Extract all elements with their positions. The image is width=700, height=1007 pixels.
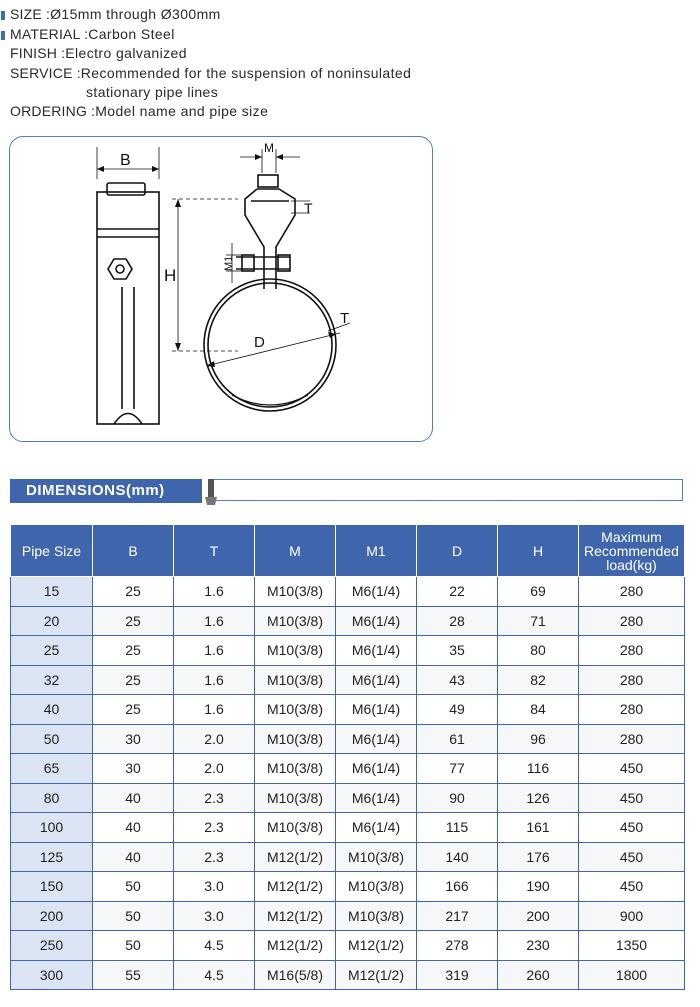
cell-h: 116 bbox=[498, 754, 579, 784]
label-d: D bbox=[254, 334, 265, 351]
spec-finish-label: FINISH : bbox=[10, 45, 66, 61]
table-row bbox=[11, 665, 685, 695]
cell-m1: M10(3/8) bbox=[336, 872, 417, 902]
cell-max-load: 280 bbox=[579, 577, 685, 607]
cell-max-load: 450 bbox=[579, 842, 685, 872]
table-row bbox=[11, 636, 685, 666]
spec-service-continued: stationary pipe lines bbox=[86, 84, 219, 100]
bullet-icon bbox=[1, 31, 5, 40]
spec-material bbox=[0, 26, 700, 46]
label-t-ring: T bbox=[340, 310, 350, 327]
cell-m: M10(3/8) bbox=[255, 783, 336, 813]
cell-b: 25 bbox=[93, 665, 174, 695]
cell-pipe-size: 20 bbox=[11, 606, 93, 636]
cell-h: 80 bbox=[498, 636, 579, 666]
cell-m1: M6(1/4) bbox=[336, 783, 417, 813]
label-b: B bbox=[120, 152, 131, 169]
cell-d: 217 bbox=[417, 901, 498, 931]
cell-pipe-size: 80 bbox=[11, 783, 93, 813]
cell-b: 25 bbox=[93, 577, 174, 607]
cell-max-load: 1350 bbox=[579, 931, 685, 961]
cell-t: 1.6 bbox=[174, 577, 255, 607]
cell-h: 200 bbox=[498, 901, 579, 931]
cell-h: 161 bbox=[498, 813, 579, 843]
spec-service bbox=[0, 65, 700, 85]
dimensions-banner bbox=[10, 479, 683, 503]
cell-t: 1.6 bbox=[174, 665, 255, 695]
cell-m: M10(3/8) bbox=[255, 606, 336, 636]
table-row bbox=[11, 783, 685, 813]
cell-b: 50 bbox=[93, 901, 174, 931]
header-t: T bbox=[174, 525, 255, 577]
cell-m: M10(3/8) bbox=[255, 577, 336, 607]
label-t-top: T bbox=[304, 200, 313, 216]
cell-t: 3.0 bbox=[174, 872, 255, 902]
cell-b: 25 bbox=[93, 636, 174, 666]
cell-b: 25 bbox=[93, 606, 174, 636]
cell-b: 55 bbox=[93, 960, 174, 990]
cell-h: 82 bbox=[498, 665, 579, 695]
pipe-hanger-drawing bbox=[9, 136, 433, 442]
cell-t: 2.3 bbox=[174, 783, 255, 813]
cell-m: M10(3/8) bbox=[255, 724, 336, 754]
cell-b: 40 bbox=[93, 813, 174, 843]
cell-m1: M12(1/2) bbox=[336, 931, 417, 961]
cell-m: M12(1/2) bbox=[255, 901, 336, 931]
front-view-nut bbox=[258, 175, 278, 187]
cell-d: 49 bbox=[417, 695, 498, 725]
side-view-nut bbox=[107, 183, 145, 195]
table-row bbox=[11, 842, 685, 872]
cell-d: 22 bbox=[417, 577, 498, 607]
cell-t: 1.6 bbox=[174, 636, 255, 666]
cell-m: M10(3/8) bbox=[255, 813, 336, 843]
cell-pipe-size: 100 bbox=[11, 813, 93, 843]
spec-finish-value: Electro galvanized bbox=[65, 45, 187, 61]
cell-d: 35 bbox=[417, 636, 498, 666]
table-body bbox=[11, 577, 685, 990]
cell-pipe-size: 300 bbox=[11, 960, 93, 990]
cell-max-load: 450 bbox=[579, 783, 685, 813]
cell-pipe-size: 25 bbox=[11, 636, 93, 666]
header-max-load: Maximum Recommended load(kg) bbox=[579, 525, 685, 577]
spec-ordering-value: Model name and pipe size bbox=[95, 103, 269, 119]
cell-pipe-size: 50 bbox=[11, 724, 93, 754]
cell-t: 1.6 bbox=[174, 695, 255, 725]
cell-max-load: 280 bbox=[579, 724, 685, 754]
cell-m1: M6(1/4) bbox=[336, 724, 417, 754]
table-row bbox=[11, 724, 685, 754]
cell-max-load: 450 bbox=[579, 754, 685, 784]
cell-max-load: 280 bbox=[579, 606, 685, 636]
spec-size bbox=[0, 6, 700, 26]
spec-size-value: Ø15mm through Ø300mm bbox=[50, 6, 221, 22]
cell-b: 30 bbox=[93, 724, 174, 754]
table-row bbox=[11, 813, 685, 843]
side-bolt-icon bbox=[108, 259, 132, 279]
cell-m1: M6(1/4) bbox=[336, 636, 417, 666]
cell-m1: M12(1/2) bbox=[336, 960, 417, 990]
cell-max-load: 280 bbox=[579, 636, 685, 666]
cell-d: 319 bbox=[417, 960, 498, 990]
cell-m1: M6(1/4) bbox=[336, 813, 417, 843]
cell-m: M10(3/8) bbox=[255, 695, 336, 725]
cell-t: 1.6 bbox=[174, 606, 255, 636]
cell-d: 77 bbox=[417, 754, 498, 784]
cell-h: 71 bbox=[498, 606, 579, 636]
cell-pipe-size: 32 bbox=[11, 665, 93, 695]
hanger-hook-icon bbox=[204, 479, 218, 509]
cell-b: 50 bbox=[93, 872, 174, 902]
side-view-body bbox=[97, 192, 159, 424]
cell-max-load: 450 bbox=[579, 872, 685, 902]
header-h: H bbox=[498, 525, 579, 577]
cell-m1: M10(3/8) bbox=[336, 901, 417, 931]
cell-h: 176 bbox=[498, 842, 579, 872]
table-row bbox=[11, 695, 685, 725]
cell-m: M10(3/8) bbox=[255, 754, 336, 784]
cell-b: 25 bbox=[93, 695, 174, 725]
dimensions-table bbox=[10, 524, 685, 990]
spec-material-value: Carbon Steel bbox=[88, 25, 175, 42]
cell-max-load: 900 bbox=[579, 901, 685, 931]
cell-m: M12(1/2) bbox=[255, 842, 336, 872]
cell-pipe-size: 200 bbox=[11, 901, 93, 931]
cell-h: 84 bbox=[498, 695, 579, 725]
cell-d: 166 bbox=[417, 872, 498, 902]
header-m: M bbox=[255, 525, 336, 577]
header-b: B bbox=[93, 525, 174, 577]
spec-finish bbox=[0, 45, 700, 65]
cell-m: M12(1/2) bbox=[255, 872, 336, 902]
header-pipe-size: Pipe Size bbox=[11, 525, 93, 577]
cell-pipe-size: 15 bbox=[11, 577, 93, 607]
table-row bbox=[11, 754, 685, 784]
cell-d: 61 bbox=[417, 724, 498, 754]
cell-m: M16(5/8) bbox=[255, 960, 336, 990]
cell-t: 2.3 bbox=[174, 813, 255, 843]
cell-m1: M10(3/8) bbox=[336, 842, 417, 872]
cell-max-load: 280 bbox=[579, 695, 685, 725]
cell-d: 140 bbox=[417, 842, 498, 872]
cell-t: 2.3 bbox=[174, 842, 255, 872]
cell-h: 69 bbox=[498, 577, 579, 607]
cell-m1: M6(1/4) bbox=[336, 754, 417, 784]
cell-d: 28 bbox=[417, 606, 498, 636]
spec-size-label: SIZE : bbox=[10, 6, 51, 22]
cell-t: 4.5 bbox=[174, 960, 255, 990]
cell-h: 96 bbox=[498, 724, 579, 754]
header-m1: M1 bbox=[336, 525, 417, 577]
cell-d: 115 bbox=[417, 813, 498, 843]
cell-pipe-size: 125 bbox=[11, 842, 93, 872]
label-m1: M1 bbox=[223, 255, 235, 271]
cell-pipe-size: 40 bbox=[11, 695, 93, 725]
cell-t: 4.5 bbox=[174, 931, 255, 961]
pipe-ring bbox=[204, 279, 336, 411]
cell-h: 230 bbox=[498, 931, 579, 961]
cell-t: 2.0 bbox=[174, 724, 255, 754]
spec-service-value: Recommended for the suspension of noninsulated bbox=[80, 64, 412, 81]
table-row bbox=[11, 606, 685, 636]
cell-b: 30 bbox=[93, 754, 174, 784]
table-row bbox=[11, 931, 685, 961]
cell-max-load: 280 bbox=[579, 665, 685, 695]
spec-ordering bbox=[0, 103, 700, 123]
cell-b: 50 bbox=[93, 931, 174, 961]
bullet-icon bbox=[1, 11, 5, 20]
banner-divider bbox=[210, 479, 683, 501]
dimensions-title: DIMENSIONS(mm) bbox=[10, 479, 202, 503]
label-h: H bbox=[164, 266, 177, 285]
cell-pipe-size: 250 bbox=[11, 931, 93, 961]
cell-h: 126 bbox=[498, 783, 579, 813]
spec-ordering-label: ORDERING : bbox=[10, 103, 96, 119]
cell-m1: M6(1/4) bbox=[336, 665, 417, 695]
table-header-row bbox=[11, 525, 685, 577]
table-row bbox=[11, 901, 685, 931]
cell-max-load: 1800 bbox=[579, 960, 685, 990]
cell-h: 260 bbox=[498, 960, 579, 990]
cell-b: 40 bbox=[93, 783, 174, 813]
cell-pipe-size: 150 bbox=[11, 872, 93, 902]
table-row bbox=[11, 577, 685, 607]
cell-m1: M6(1/4) bbox=[336, 606, 417, 636]
label-m: M bbox=[264, 141, 274, 155]
cell-m1: M6(1/4) bbox=[336, 695, 417, 725]
cell-max-load: 450 bbox=[579, 813, 685, 843]
spec-service-label: SERVICE : bbox=[10, 64, 81, 81]
spec-material-label: MATERIAL : bbox=[10, 25, 89, 42]
cell-m: M12(1/2) bbox=[255, 931, 336, 961]
cell-b: 40 bbox=[93, 842, 174, 872]
table-row bbox=[11, 872, 685, 902]
cell-t: 3.0 bbox=[174, 901, 255, 931]
cell-h: 190 bbox=[498, 872, 579, 902]
cell-m: M10(3/8) bbox=[255, 636, 336, 666]
cell-m1: M6(1/4) bbox=[336, 577, 417, 607]
cell-t: 2.0 bbox=[174, 754, 255, 784]
cell-pipe-size: 65 bbox=[11, 754, 93, 784]
cell-d: 90 bbox=[417, 783, 498, 813]
cell-d: 43 bbox=[417, 665, 498, 695]
hanger-diagram-svg bbox=[10, 137, 432, 441]
header-d: D bbox=[417, 525, 498, 577]
cell-m: M10(3/8) bbox=[255, 665, 336, 695]
table-row bbox=[11, 960, 685, 990]
cell-d: 278 bbox=[417, 931, 498, 961]
spec-list bbox=[0, 6, 700, 123]
